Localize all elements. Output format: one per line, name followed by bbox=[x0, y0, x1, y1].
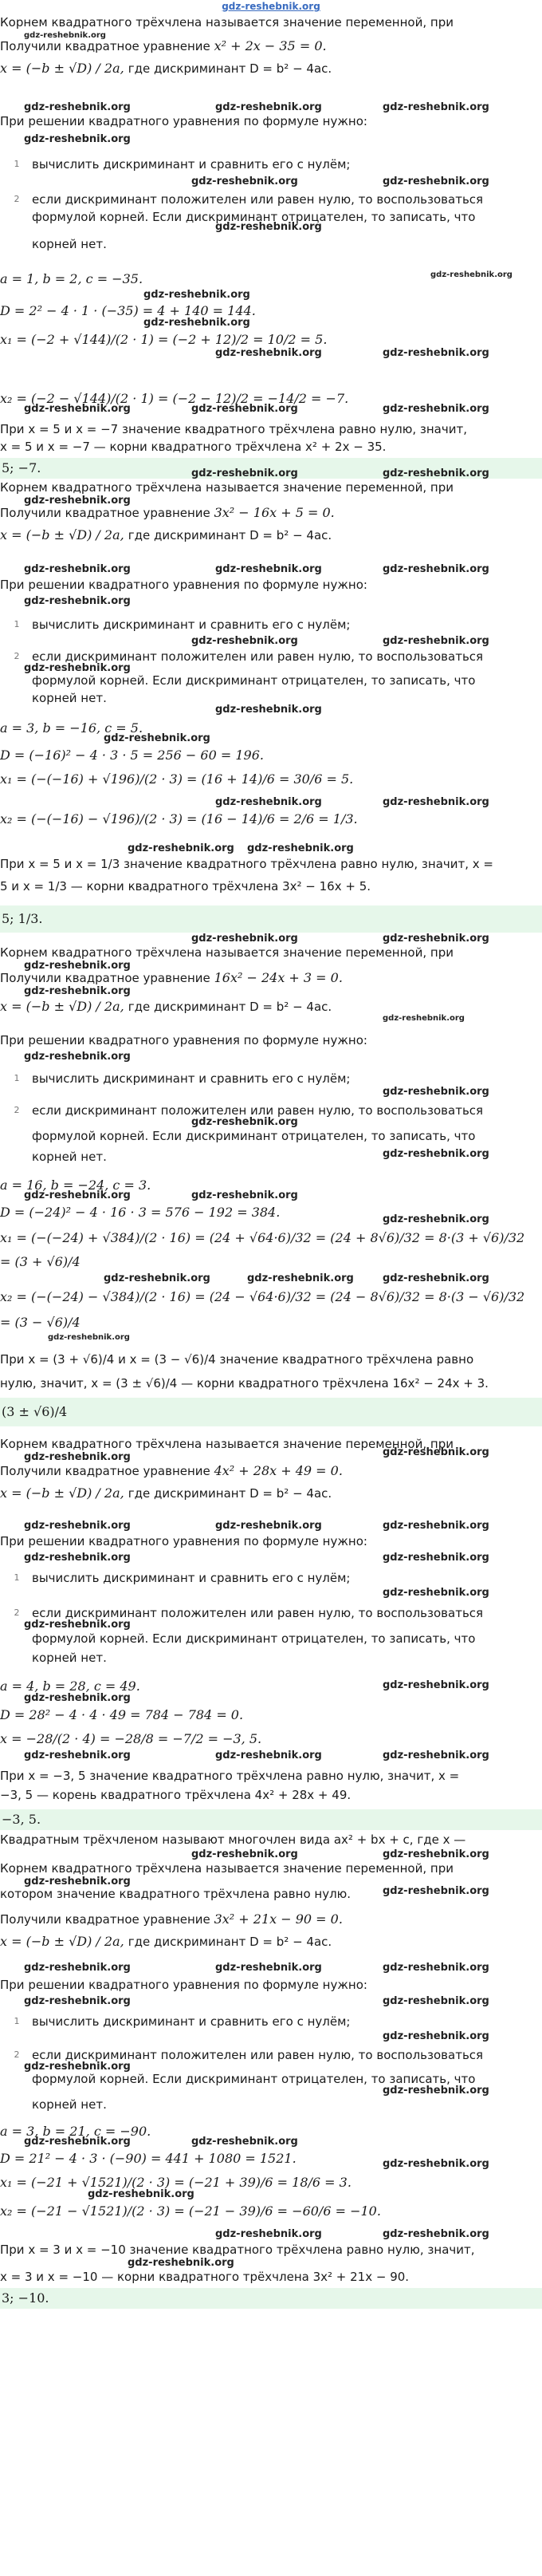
intro-text: Корнем квадратного трёхчлена называется значение переменной, при bbox=[0, 1861, 454, 1876]
discriminant: D = 21² − 4 · 3 · (−90) = 441 + 1080 = 1521. bbox=[0, 2151, 297, 2166]
watermark: gdz-reshebnik.org bbox=[383, 1679, 489, 1691]
watermark: gdz-reshebnik.org bbox=[88, 2188, 194, 2200]
watermark: gdz-reshebnik.org bbox=[191, 467, 298, 479]
discriminant: D = 28² − 4 · 4 · 49 = 784 − 784 = 0. bbox=[0, 1707, 244, 1722]
watermark: gdz-reshebnik.org bbox=[383, 2158, 489, 2170]
answer-box: 3; −10. bbox=[0, 2288, 542, 2309]
step-number: 1 bbox=[14, 2016, 20, 2026]
step-number: 1 bbox=[14, 1073, 20, 1083]
definition-text: Квадратным трёхчленом называют многочлен вида ax² + bx + c, где x — bbox=[0, 1832, 466, 1847]
step-2: если дискриминант положителен или равен нулю, то воспользоваться bbox=[32, 649, 484, 664]
step-2-cont: формулой корней. Если дискриминант отрицателен, то записать, что bbox=[32, 1631, 476, 1646]
coefficients: a = 3, b = 21, c = −90. bbox=[0, 2124, 151, 2139]
step-2-cont: формулой корней. Если дискриминант отрицателен, то записать, что bbox=[32, 673, 476, 688]
step-1: вычислить дискриминант и сравнить его с нулём; bbox=[32, 1071, 351, 1086]
conclusion-cont: x = 3 и x = −10 — корни квадратного трёхчлена 3x² + 21x − 90. bbox=[0, 2270, 410, 2284]
step-2: если дискриминант положителен или равен нулю, то воспользоваться bbox=[32, 1606, 484, 1620]
watermark: gdz-reshebnik.org bbox=[143, 289, 250, 301]
step-number: 2 bbox=[14, 1105, 20, 1115]
watermark: gdz-reshebnik.org bbox=[24, 495, 131, 507]
roots-formula: x = (−b ± √D) / 2a, где дискриминант D = b² − 4ac. bbox=[0, 999, 332, 1014]
watermark: gdz-reshebnik.org bbox=[215, 2228, 322, 2240]
step-2-cont: формулой корней. Если дискриминант отрицателен, то записать, что bbox=[32, 210, 476, 224]
watermark: gdz-reshebnik.org bbox=[383, 1750, 489, 1761]
step-2-end: корней нет. bbox=[32, 1150, 107, 1164]
step-2-end: корней нет. bbox=[32, 691, 107, 705]
roots-formula: x = (−b ± √D) / 2a, где дискриминант D = b² − 4ac. bbox=[0, 1934, 332, 1949]
watermark: gdz-reshebnik.org bbox=[24, 1189, 131, 1201]
received-line: Получили квадратное уравнение 3x² − 16x + 5 = 0. bbox=[0, 505, 335, 520]
answer-box: 5; 1/3. bbox=[0, 905, 542, 933]
watermark: gdz-reshebnik.org bbox=[191, 635, 298, 647]
discriminant: D = 2² − 4 · 1 · (−35) = 4 + 140 = 144. bbox=[0, 303, 256, 318]
conclusion-cont: −3, 5 — корень квадратного трёхчлена 4x² + 28x + 49. bbox=[0, 1788, 352, 1802]
root-x1: x₁ = (−(−16) + √196)/(2 · 3) = (16 + 14)/6 = 30/6 = 5. bbox=[0, 771, 354, 787]
watermark: gdz-reshebnik.org bbox=[104, 732, 210, 744]
root-x2: x₂ = (−21 − √1521)/(2 · 3) = (−21 − 39)/6 = −60/6 = −10. bbox=[0, 2203, 381, 2219]
received-line: Получили квадратное уравнение 4x² + 28x + 49 = 0. bbox=[0, 1463, 343, 1478]
step-number: 2 bbox=[14, 2049, 20, 2060]
watermark: gdz-reshebnik.org bbox=[215, 1750, 322, 1761]
coefficients: a = 3, b = −16, c = 5. bbox=[0, 720, 143, 736]
conclusion: При x = 5 и x = 1/3 значение квадратного трёхчлена равно нулю, значит, x = bbox=[0, 857, 493, 871]
discriminant: D = (−24)² − 4 · 16 · 3 = 576 − 192 = 384. bbox=[0, 1205, 281, 1220]
watermark: gdz-reshebnik.org bbox=[383, 1995, 489, 2007]
answer-box: (3 ± √6)/4 bbox=[0, 1398, 542, 1426]
roots-formula: x = (−b ± √D) / 2a, где дискриминант D = b² − 4ac. bbox=[0, 61, 332, 76]
watermark: gdz-reshebnik.org bbox=[383, 403, 489, 415]
watermark: gdz-reshebnik.org bbox=[383, 1552, 489, 1564]
received-line: Получили квадратное уравнение 16x² − 24x + 3 = 0. bbox=[0, 970, 343, 985]
watermark: gdz-reshebnik.org bbox=[24, 1451, 131, 1463]
watermark: gdz-reshebnik.org bbox=[383, 1213, 489, 1225]
conclusion: При x = 5 и x = −7 значение квадратного трёхчлена равно нулю, значит, bbox=[0, 422, 467, 436]
conclusion: При x = 3 и x = −10 значение квадратного трёхчлена равно нулю, значит, bbox=[0, 2243, 475, 2257]
step-1: вычислить дискриминант и сравнить его с нулём; bbox=[32, 157, 351, 172]
roots-formula: x = (−b ± √D) / 2a, где дискриминант D = b² − 4ac. bbox=[0, 527, 332, 542]
conclusion-cont: x = 5 и x = −7 — корни квадратного трёхчлена x² + 2x − 35. bbox=[0, 440, 387, 454]
formula-lead: При решении квадратного уравнения по формуле нужно: bbox=[0, 1978, 367, 1992]
watermark: gdz-reshebnik.org bbox=[215, 704, 322, 716]
watermark: gdz-reshebnik.org bbox=[24, 1876, 131, 1888]
watermark: gdz-reshebnik.org bbox=[383, 2228, 489, 2240]
watermark: gdz-reshebnik.org bbox=[383, 1848, 489, 1860]
watermark: gdz-reshebnik.org bbox=[24, 1051, 131, 1063]
watermark: gdz-reshebnik.org bbox=[383, 2085, 489, 2097]
watermark: gdz-reshebnik.org bbox=[215, 796, 322, 808]
watermark: gdz-reshebnik.org bbox=[191, 2136, 298, 2148]
watermark: gdz-reshebnik.org bbox=[215, 1962, 322, 1974]
watermark: gdz-reshebnik.org bbox=[383, 933, 489, 945]
watermark: gdz-reshebnik.org bbox=[24, 31, 106, 40]
watermark: gdz-reshebnik.org bbox=[383, 635, 489, 647]
step-number: 2 bbox=[14, 194, 20, 204]
watermark: gdz-reshebnik.org bbox=[383, 1587, 489, 1599]
watermark: gdz-reshebnik.org bbox=[24, 1962, 131, 1974]
step-2: если дискриминант положителен или равен нулю, то воспользоваться bbox=[32, 2048, 484, 2062]
watermark: gdz-reshebnik.org bbox=[128, 2257, 234, 2269]
step-2: если дискриминант положителен или равен нулю, то воспользоваться bbox=[32, 192, 484, 207]
step-2: если дискриминант положителен или равен нулю, то воспользоваться bbox=[32, 1103, 484, 1118]
watermark: gdz-reshebnik.org bbox=[24, 1619, 131, 1631]
root-x: x = −28/(2 · 4) = −28/8 = −7/2 = −3, 5. bbox=[0, 1731, 262, 1746]
watermark: gdz-reshebnik.org bbox=[191, 1116, 298, 1128]
watermark: gdz-reshebnik.org bbox=[48, 1333, 130, 1342]
watermark: gdz-reshebnik.org bbox=[383, 467, 489, 479]
watermark: gdz-reshebnik.org bbox=[24, 2061, 131, 2073]
watermark: gdz-reshebnik.org bbox=[215, 221, 322, 233]
root-x2: x₂ = (−(−16) − √196)/(2 · 3) = (16 − 14)/6 = 2/6 = 1/3. bbox=[0, 811, 358, 826]
step-2-end: корней нет. bbox=[32, 237, 107, 251]
formula-lead: При решении квадратного уравнения по формуле нужно: bbox=[0, 114, 367, 128]
watermark: gdz-reshebnik.org bbox=[24, 1520, 131, 1532]
coefficients: a = 1, b = 2, c = −35. bbox=[0, 271, 143, 286]
watermark: gdz-reshebnik.org bbox=[383, 1272, 489, 1284]
watermark: gdz-reshebnik.org bbox=[24, 2136, 131, 2148]
intro-text: Корнем квадратного трёхчлена называется значение переменной, при bbox=[0, 945, 454, 960]
root-x2: x₂ = (−2 − √144)/(2 · 1) = (−2 − 12)/2 = −14/2 = −7. bbox=[0, 391, 349, 406]
watermark: gdz-reshebnik.org bbox=[143, 317, 250, 329]
watermark: gdz-reshebnik.org bbox=[383, 1014, 465, 1023]
watermark: gdz-reshebnik.org bbox=[191, 1848, 298, 1860]
watermark: gdz-reshebnik.org bbox=[215, 347, 322, 359]
watermark: gdz-reshebnik.org bbox=[24, 101, 131, 113]
root-x1: x₁ = (−(−24) + √384)/(2 · 16) = (24 + √64·6)/32 = (24 + 8√6)/32 = 8·(3 + √6)/32 bbox=[0, 1230, 525, 1245]
watermark: gdz-reshebnik.org bbox=[215, 563, 322, 575]
step-1: вычислить дискриминант и сравнить его с нулём; bbox=[32, 1571, 351, 1585]
answer-box: −3, 5. bbox=[0, 1809, 542, 1830]
root-x1: x₁ = (−2 + √144)/(2 · 1) = (−2 + 12)/2 = 10/2 = 5. bbox=[0, 332, 328, 347]
formula-lead: При решении квадратного уравнения по формуле нужно: bbox=[0, 578, 367, 592]
watermark: gdz-reshebnik.org bbox=[215, 101, 322, 113]
watermark: gdz-reshebnik.org bbox=[24, 985, 131, 997]
watermark: gdz-reshebnik.org bbox=[191, 176, 298, 187]
watermark: gdz-reshebnik.org bbox=[24, 662, 131, 674]
watermark: gdz-reshebnik.org bbox=[383, 796, 489, 808]
root-x1-cont: = (3 + √6)/4 bbox=[0, 1254, 81, 1269]
answer-box: 5; −7. bbox=[0, 458, 542, 479]
step-number: 1 bbox=[14, 159, 20, 169]
watermark: gdz-reshebnik.org bbox=[383, 1962, 489, 1974]
step-number: 1 bbox=[14, 1572, 20, 1583]
watermark: gdz-reshebnik.org bbox=[383, 1086, 489, 1098]
watermark: gdz-reshebnik.org bbox=[128, 842, 234, 854]
step-number: 2 bbox=[14, 1608, 20, 1618]
watermark: gdz-reshebnik.org bbox=[430, 270, 513, 279]
watermark: gdz-reshebnik.org bbox=[383, 2030, 489, 2042]
conclusion-cont: нулю, значит, x = (3 ± √6)/4 — корни квадратного трёхчлена 16x² − 24x + 3. bbox=[0, 1376, 489, 1391]
watermark: gdz-reshebnik.org bbox=[383, 1520, 489, 1532]
watermark: gdz-reshebnik.org bbox=[24, 1995, 131, 2007]
watermark: gdz-reshebnik.org bbox=[191, 1189, 298, 1201]
watermark: gdz-reshebnik.org bbox=[383, 176, 489, 187]
step-1: вычислить дискриминант и сравнить его с нулём; bbox=[32, 617, 351, 632]
received-line: Получили квадратное уравнение x² + 2x − 35 = 0. bbox=[0, 38, 327, 53]
watermark: gdz-reshebnik.org bbox=[24, 563, 131, 575]
discriminant: D = (−16)² − 4 · 3 · 5 = 256 − 60 = 196. bbox=[0, 748, 264, 763]
step-2-end: корней нет. bbox=[32, 2097, 107, 2112]
root-x2: x₂ = (−(−24) − √384)/(2 · 16) = (24 − √64·6)/32 = (24 − 8√6)/32 = 8·(3 − √6)/32 bbox=[0, 1289, 525, 1304]
formula-lead: При решении квадратного уравнения по формуле нужно: bbox=[0, 1534, 367, 1548]
watermark: gdz-reshebnik.org bbox=[24, 1692, 131, 1704]
coefficients: a = 16, b = −24, c = 3. bbox=[0, 1178, 151, 1193]
formula-lead: При решении квадратного уравнения по формуле нужно: bbox=[0, 1033, 367, 1047]
watermark: gdz-reshebnik.org bbox=[383, 1885, 489, 1897]
root-x2-cont: = (3 − √6)/4 bbox=[0, 1315, 81, 1330]
step-2-cont: формулой корней. Если дискриминант отрицателен, то записать, что bbox=[32, 1129, 476, 1143]
intro-text: Корнем квадратного трёхчлена называется значение переменной, при bbox=[0, 480, 454, 495]
watermark: gdz-reshebnik.org bbox=[383, 347, 489, 359]
watermark: gdz-reshebnik.org bbox=[383, 1446, 489, 1458]
watermark: gdz-reshebnik.org bbox=[24, 595, 131, 607]
watermark: gdz-reshebnik.org bbox=[104, 1272, 210, 1284]
watermark: gdz-reshebnik.org bbox=[191, 933, 298, 945]
watermark: gdz-reshebnik.org bbox=[24, 1552, 131, 1564]
watermark: gdz-reshebnik.org bbox=[247, 1272, 354, 1284]
conclusion: При x = −3, 5 значение квадратного трёхчлена равно нулю, значит, x = bbox=[0, 1769, 460, 1783]
step-1: вычислить дискриминант и сравнить его с нулём; bbox=[32, 2014, 351, 2029]
watermark: gdz-reshebnik.org bbox=[24, 960, 131, 972]
watermark: gdz-reshebnik.org bbox=[191, 403, 298, 415]
watermark: gdz-reshebnik.org bbox=[24, 133, 131, 145]
watermark: gdz-reshebnik.org bbox=[24, 1750, 131, 1761]
root-x1: x₁ = (−21 + √1521)/(2 · 3) = (−21 + 39)/6 = 18/6 = 3. bbox=[0, 2175, 352, 2190]
roots-formula: x = (−b ± √D) / 2a, где дискриминант D = b² − 4ac. bbox=[0, 1485, 332, 1501]
received-line: Получили квадратное уравнение 3x² + 21x − 90 = 0. bbox=[0, 1911, 343, 1927]
conclusion-cont: 5 и x = 1/3 — корни квадратного трёхчлена 3x² − 16x + 5. bbox=[0, 879, 371, 894]
conclusion: При x = (3 + √6)/4 и x = (3 − √6)/4 значение квадратного трёхчлена равно bbox=[0, 1352, 474, 1367]
intro-text: Корнем квадратного трёхчлена называется значение переменной, при bbox=[0, 1437, 454, 1451]
watermark: gdz-reshebnik.org bbox=[215, 1520, 322, 1532]
watermark: gdz-reshebnik.org bbox=[383, 1148, 489, 1160]
step-2-cont: формулой корней. Если дискриминант отрицателен, то записать, что bbox=[32, 2072, 476, 2086]
coefficients: a = 4, b = 28, c = 49. bbox=[0, 1679, 140, 1694]
step-number: 2 bbox=[14, 651, 20, 661]
intro-cont: котором значение квадратного трёхчлена равно нулю. bbox=[0, 1887, 352, 1901]
watermark: gdz-reshebnik.org bbox=[24, 403, 131, 415]
step-number: 1 bbox=[14, 619, 20, 629]
watermark: gdz-reshebnik.org bbox=[247, 842, 354, 854]
watermark: gdz-reshebnik.org bbox=[383, 101, 489, 113]
watermark: gdz-reshebnik.org bbox=[383, 563, 489, 575]
site-link[interactable]: gdz-reshebnik.org bbox=[222, 1, 320, 12]
intro-text: Корнем квадратного трёхчлена называется значение переменной, при bbox=[0, 15, 454, 30]
step-2-end: корней нет. bbox=[32, 1651, 107, 1665]
